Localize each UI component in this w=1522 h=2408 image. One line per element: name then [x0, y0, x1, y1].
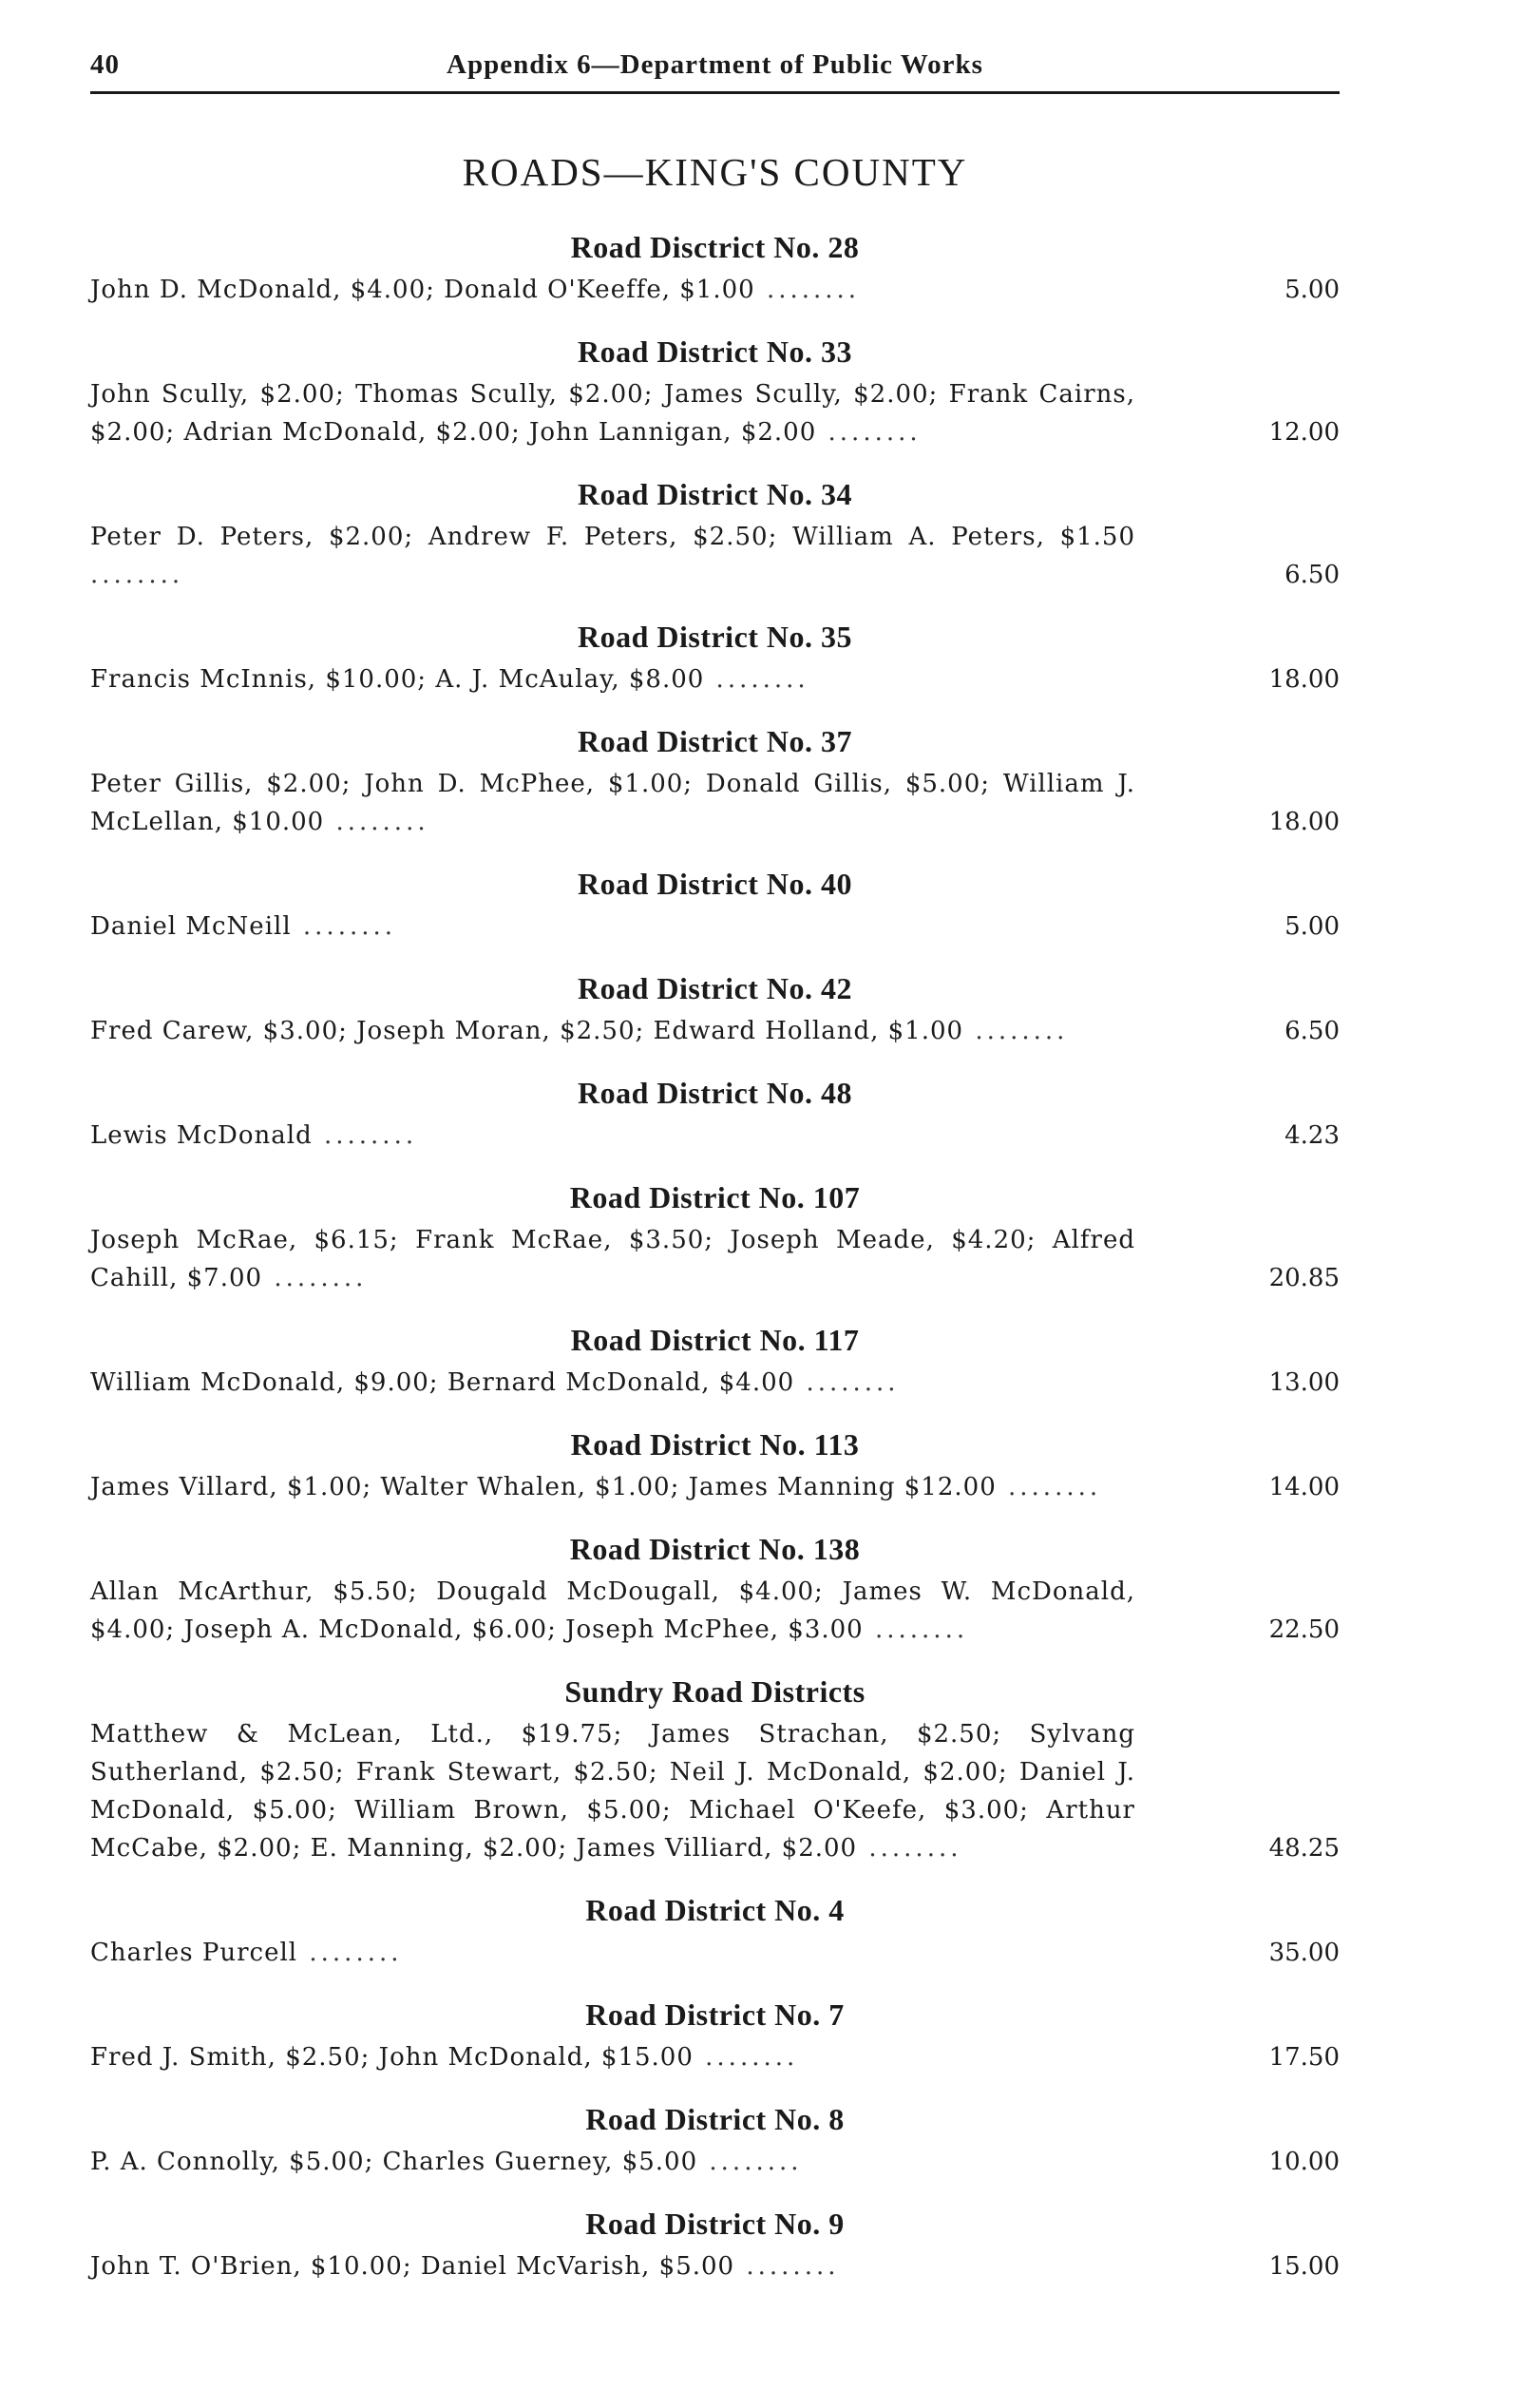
district-heading: Road District No. 9	[585, 2207, 845, 2241]
contributors-text	[90, 271, 1135, 309]
district-amount: 17.50	[1268, 2043, 1340, 2072]
district-heading: Road District No. 34	[577, 477, 853, 511]
contributors-list: Charles Purcell	[90, 1939, 298, 1967]
district-heading: Road District No. 37	[577, 724, 853, 758]
dot-leader: ........	[754, 276, 861, 304]
district-row	[90, 2038, 1340, 2076]
dot-leader: ........	[693, 2043, 799, 2072]
district-heading: Road District No. 40	[577, 867, 853, 901]
contributors-text	[90, 1012, 1135, 1050]
district-row	[90, 1573, 1340, 1649]
district-amount: 15.00	[1268, 2252, 1340, 2281]
contributors-text	[90, 2038, 1135, 2076]
contributors-text	[90, 1117, 1135, 1155]
district-entry	[90, 1991, 1340, 2076]
section-title: ROADS—KING'S COUNTY	[462, 150, 968, 194]
contributors-text	[90, 1468, 1135, 1506]
district-list	[90, 223, 1340, 2285]
district-row	[90, 271, 1340, 309]
district-heading: Road District No. 35	[577, 620, 853, 654]
page-number: 40	[90, 49, 120, 80]
contributors-list: P. A. Connolly, $5.00; Charles Guerney, $5.00	[90, 2148, 698, 2176]
contributors-list: Allan McArthur, $5.50; Dougald McDougall, $4.00; James W. McDonald, $4.00; Joseph A. McDonald, $6.00; Joseph McPhee, $3.00	[90, 1577, 1135, 1644]
district-entry	[90, 1316, 1340, 1402]
district-heading: Road District No. 33	[577, 334, 853, 369]
district-entry	[90, 613, 1340, 698]
district-row	[90, 1468, 1340, 1506]
district-heading: Road District No. 48	[577, 1076, 853, 1110]
dot-leader: ........	[857, 1834, 962, 1863]
contributors-text	[90, 2143, 1135, 2181]
document-page	[90, 49, 1340, 2304]
district-amount: 14.00	[1268, 1473, 1340, 1501]
district-entry	[90, 1174, 1340, 1297]
district-heading: Road District No. 8	[585, 2102, 845, 2136]
district-heading: Road District No. 107	[569, 1180, 861, 1214]
district-row	[90, 518, 1340, 594]
district-amount: 10.00	[1268, 2148, 1340, 2176]
dot-leader: ........	[816, 418, 922, 447]
dot-leader: ........	[734, 2252, 840, 2281]
district-row	[90, 2247, 1340, 2285]
contributors-list: John T. O'Brien, $10.00; Daniel McVarish, $5.00	[90, 2252, 735, 2281]
district-amount: 12.00	[1268, 418, 1340, 447]
contributors-text	[90, 1934, 1135, 1972]
contributors-list: Fred J. Smith, $2.50; John McDonald, $15.00	[90, 2043, 694, 2072]
district-entry	[90, 328, 1340, 451]
district-amount: 18.00	[1268, 665, 1340, 694]
district-entry	[90, 2200, 1340, 2285]
contributors-list: Lewis McDonald	[90, 1121, 313, 1150]
district-row	[90, 2143, 1340, 2181]
dot-leader: ........	[704, 665, 809, 694]
contributors-text	[90, 1573, 1135, 1649]
contributors-text	[90, 908, 1135, 946]
district-row	[90, 1715, 1340, 1867]
contributors-list: Daniel McNeill	[90, 912, 292, 941]
contributors-text	[90, 2247, 1135, 2285]
contributors-text	[90, 765, 1135, 841]
dot-leader: ........	[297, 1939, 403, 1967]
district-entry	[90, 1525, 1340, 1649]
district-heading: Road District No. 42	[577, 971, 853, 1005]
dot-leader: ........	[291, 912, 397, 941]
district-heading: Road District No. 113	[570, 1427, 860, 1462]
district-entry	[90, 717, 1340, 841]
dot-leader: ........	[863, 1615, 969, 1644]
district-amount: 20.85	[1268, 1264, 1340, 1292]
district-amount: 5.00	[1284, 912, 1340, 941]
district-amount: 4.23	[1284, 1121, 1340, 1150]
district-entry	[90, 860, 1340, 946]
district-row	[90, 1221, 1340, 1297]
district-heading: Road District No. 117	[570, 1323, 860, 1357]
district-amount: 6.50	[1284, 561, 1340, 589]
contributors-text	[90, 1715, 1135, 1867]
district-row	[90, 1364, 1340, 1402]
contributors-list: Peter D. Peters, $2.00; Andrew F. Peters, $2.50; William A. Peters, $1.50	[90, 523, 1135, 551]
district-row	[90, 660, 1340, 698]
district-row	[90, 908, 1340, 946]
dot-leader: ........	[996, 1473, 1102, 1501]
district-heading: Road Disctrict No. 28	[570, 230, 860, 264]
district-row	[90, 765, 1340, 841]
contributors-list: Francis McInnis, $10.00; A. J. McAulay, $8.00	[90, 665, 705, 694]
district-heading: Road District No. 7	[585, 1997, 845, 2032]
district-entry	[90, 223, 1340, 309]
district-amount: 18.00	[1268, 808, 1340, 836]
dot-leader: ........	[312, 1121, 418, 1150]
contributors-list: Matthew & McLean, Ltd., $19.75; James Strachan, $2.50; Sylvang Sutherland, $2.50; Frank Stewart, $2.50; Neil J. McDonald, $2.00; Daniel J. McDonald, $5.00; William Brown, $5.00; Michael O'Keefe, $3.00; Arthur McCabe, $2.00; E. Manning, $2.00; James Villiard, $2.00	[90, 1720, 1135, 1863]
district-heading: Sundry Road Districts	[564, 1674, 866, 1709]
contributors-text	[90, 1364, 1135, 1402]
district-entry	[90, 1421, 1340, 1506]
contributors-list: Peter Gillis, $2.00; John D. McPhee, $1.00; Donald Gillis, $5.00; William J. McLellan, $10.00	[90, 770, 1135, 836]
contributors-list: James Villard, $1.00; Walter Whalen, $1.00; James Manning $12.00	[90, 1473, 997, 1501]
district-entry	[90, 965, 1340, 1050]
district-amount: 22.50	[1268, 1615, 1340, 1644]
district-row	[90, 375, 1340, 451]
district-row	[90, 1117, 1340, 1155]
district-entry	[90, 1069, 1340, 1155]
district-amount: 13.00	[1268, 1368, 1340, 1397]
contributors-text	[90, 1221, 1135, 1297]
district-heading: Road District No. 4	[585, 1893, 845, 1927]
dot-leader: ........	[324, 808, 429, 836]
district-entry	[90, 2095, 1340, 2181]
dot-leader: ........	[963, 1017, 1069, 1045]
contributors-list: Joseph McRae, $6.15; Frank McRae, $3.50; Joseph Meade, $4.20; Alfred Cahill, $7.00	[90, 1226, 1135, 1292]
district-heading: Road District No. 138	[569, 1532, 861, 1566]
contributors-text	[90, 660, 1135, 698]
dot-leader: ........	[90, 561, 184, 589]
contributors-list: William McDonald, $9.00; Bernard McDonald, $4.00	[90, 1368, 795, 1397]
district-row	[90, 1934, 1340, 1972]
contributors-list: Fred Carew, $3.00; Joseph Moran, $2.50; Edward Holland, $1.00	[90, 1017, 964, 1045]
contributors-list: John D. McDonald, $4.00; Donald O'Keeffe, $1.00	[90, 276, 755, 304]
contributors-text	[90, 375, 1135, 451]
dot-leader: ........	[262, 1264, 368, 1292]
district-entry	[90, 1668, 1340, 1867]
running-header	[90, 49, 1340, 94]
dot-leader: ........	[794, 1368, 900, 1397]
district-entry	[90, 470, 1340, 594]
district-amount: 48.25	[1268, 1834, 1340, 1863]
running-title: Appendix 6—Department of Public Works	[447, 49, 983, 80]
district-amount: 35.00	[1268, 1939, 1340, 1967]
district-entry	[90, 1886, 1340, 1972]
contributors-text	[90, 518, 1135, 594]
district-row	[90, 1012, 1340, 1050]
district-amount: 5.00	[1284, 276, 1340, 304]
contributors-list: John Scully, $2.00; Thomas Scully, $2.00; James Scully, $2.00; Frank Cairns, $2.00; Adrian McDonald, $2.00; John Lannigan, $2.00	[90, 380, 1135, 447]
district-amount: 6.50	[1284, 1017, 1340, 1045]
dot-leader: ........	[697, 2148, 803, 2176]
